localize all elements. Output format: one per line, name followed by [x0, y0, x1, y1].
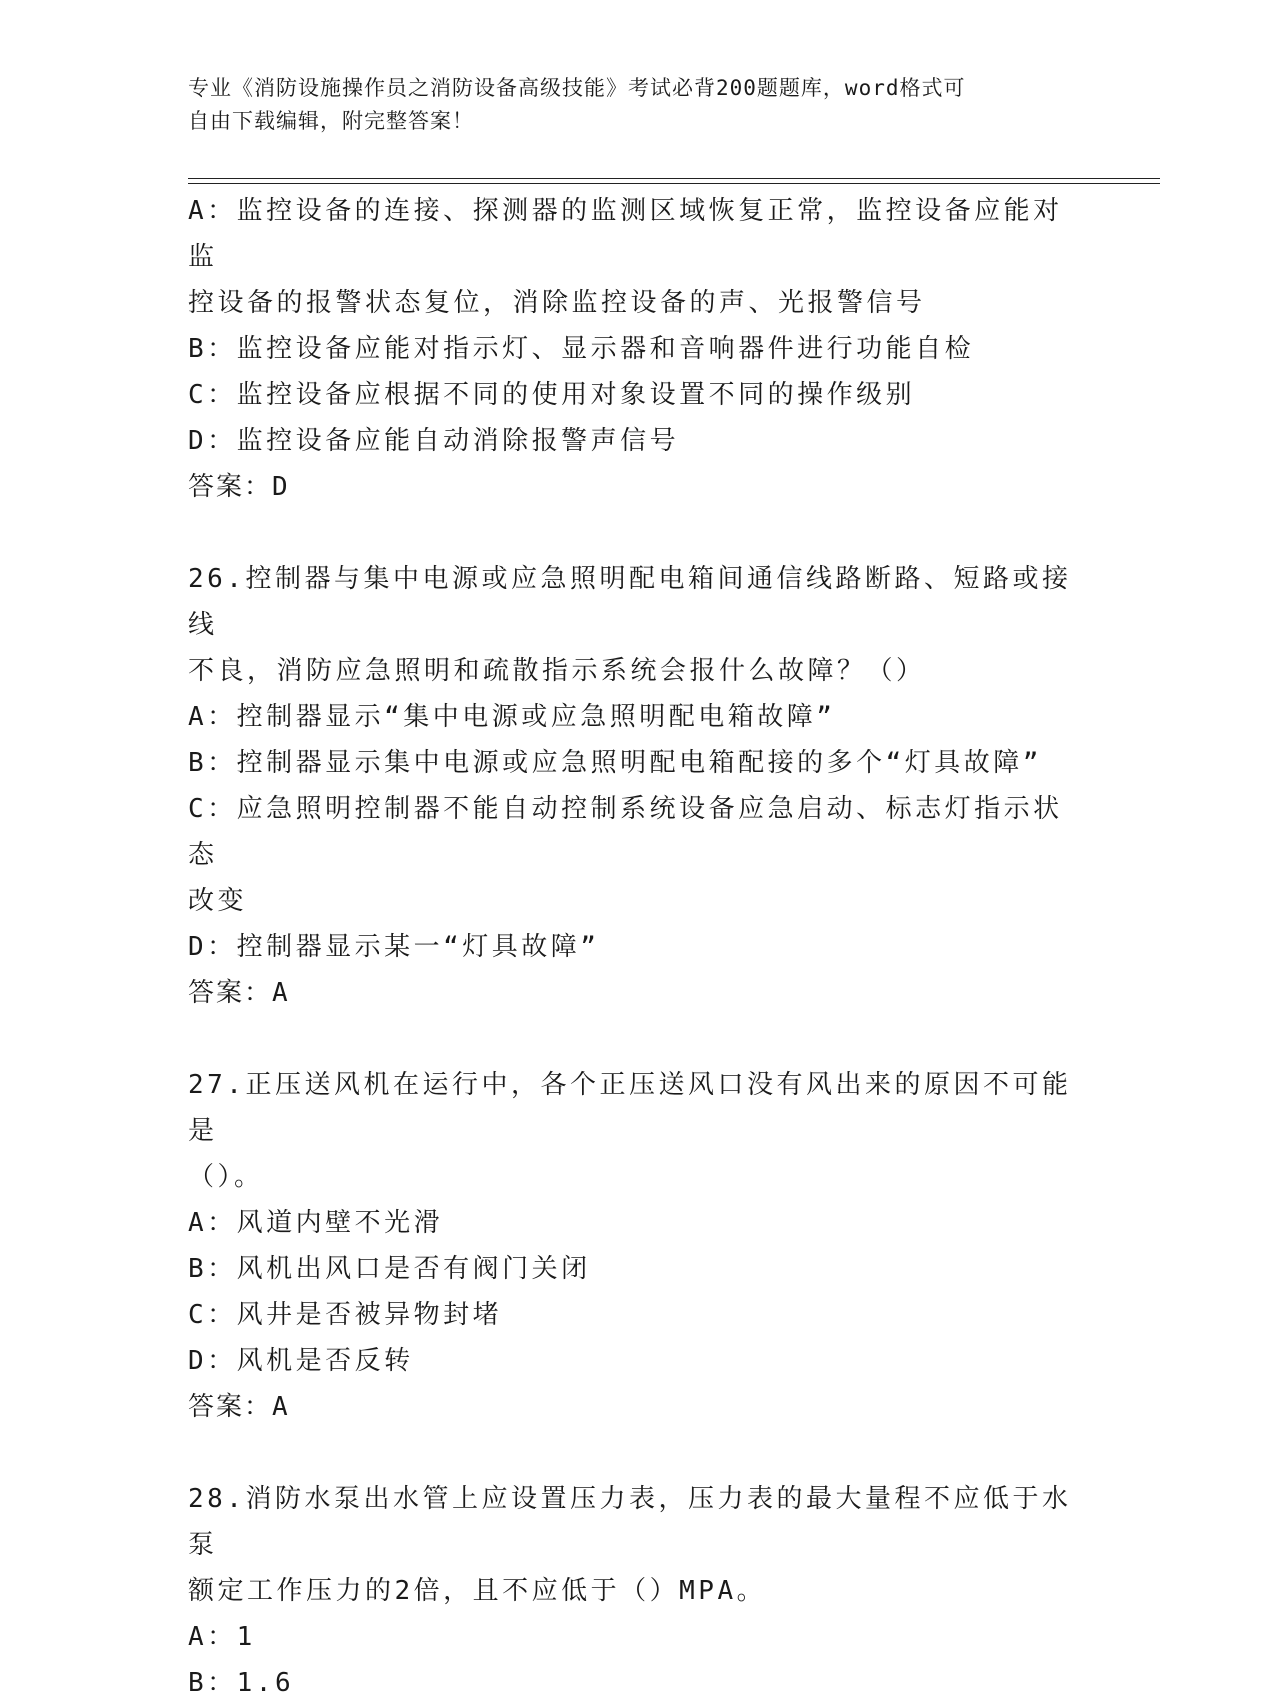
header-divider-bottom [188, 183, 1160, 184]
option-b: B：监控设备应能对指示灯、显示器和音响器件进行功能自检 [188, 334, 975, 364]
header-line-1: 专业《消防设施操作员之消防设备高级技能》考试必背200题题库，word格式可 [188, 76, 966, 100]
option-b: B：控制器显示集中电源或应急照明配电箱配接的多个“灯具故障” [188, 748, 1042, 778]
header-divider-top [188, 178, 1160, 179]
question-28 [188, 1476, 1088, 1706]
spacer [188, 1430, 1088, 1476]
question-text-line-2: 额定工作压力的2倍，且不应低于（）MPA。 [188, 1576, 767, 1606]
option-d: D：控制器显示某一“灯具故障” [188, 932, 600, 962]
answer-value: A [272, 1392, 290, 1422]
document-header [188, 72, 1088, 138]
question-list [188, 188, 1088, 1706]
answer-label: 答案： [188, 1392, 273, 1422]
answer-value: A [272, 978, 290, 1008]
answer-line [188, 970, 1088, 1016]
question-text-line-2: 不良，消防应急照明和疏散指示系统会报什么故障？（） [188, 656, 926, 686]
question-27 [188, 1062, 1088, 1430]
question-text-line-1: 26.控制器与集中电源或应急照明配电箱间通信线路断路、短路或接线 [188, 564, 1072, 640]
question-text-line-1: 28.消防水泵出水管上应设置压力表，压力表的最大量程不应低于水泵 [188, 1484, 1072, 1560]
option-c: C：风井是否被异物封堵 [188, 1300, 503, 1330]
option-a-line-1: A：监控设备的连接、探测器的监测区域恢复正常，监控设备应能对监 [188, 196, 1063, 272]
answer-value: D [272, 472, 290, 502]
option-c-line-2: 改变 [188, 886, 248, 916]
option-a: A：1 [188, 1622, 256, 1652]
option-a-line-2: 控设备的报警状态复位，消除监控设备的声、光报警信号 [188, 288, 926, 318]
answer-label: 答案： [188, 472, 273, 502]
question-26 [188, 556, 1088, 1016]
answer-label: 答案： [188, 978, 273, 1008]
header-line-2: 自由下载编辑，附完整答案！ [188, 109, 474, 133]
option-a: A：控制器显示“集中电源或应急照明配电箱故障” [188, 702, 836, 732]
question-text-line-2: （）。 [188, 1162, 264, 1192]
answer-line [188, 1384, 1088, 1430]
answer-line [188, 464, 1088, 510]
question-text-line-1: 27.正压送风机在运行中，各个正压送风口没有风出来的原因不可能是 [188, 1070, 1072, 1146]
option-b: B：1.6 [188, 1668, 295, 1698]
option-c: C：监控设备应根据不同的使用对象设置不同的操作级别 [188, 380, 916, 410]
option-b: B：风机出风口是否有阀门关闭 [188, 1254, 591, 1284]
spacer [188, 1016, 1088, 1062]
option-d: D：风机是否反转 [188, 1346, 414, 1376]
option-c-line-1: C：应急照明控制器不能自动控制系统设备应急启动、标志灯指示状态 [188, 794, 1063, 870]
option-a: A：风道内壁不光滑 [188, 1208, 444, 1238]
question-25 [188, 188, 1088, 510]
option-d: D：监控设备应能自动消除报警声信号 [188, 426, 680, 456]
spacer [188, 510, 1088, 556]
